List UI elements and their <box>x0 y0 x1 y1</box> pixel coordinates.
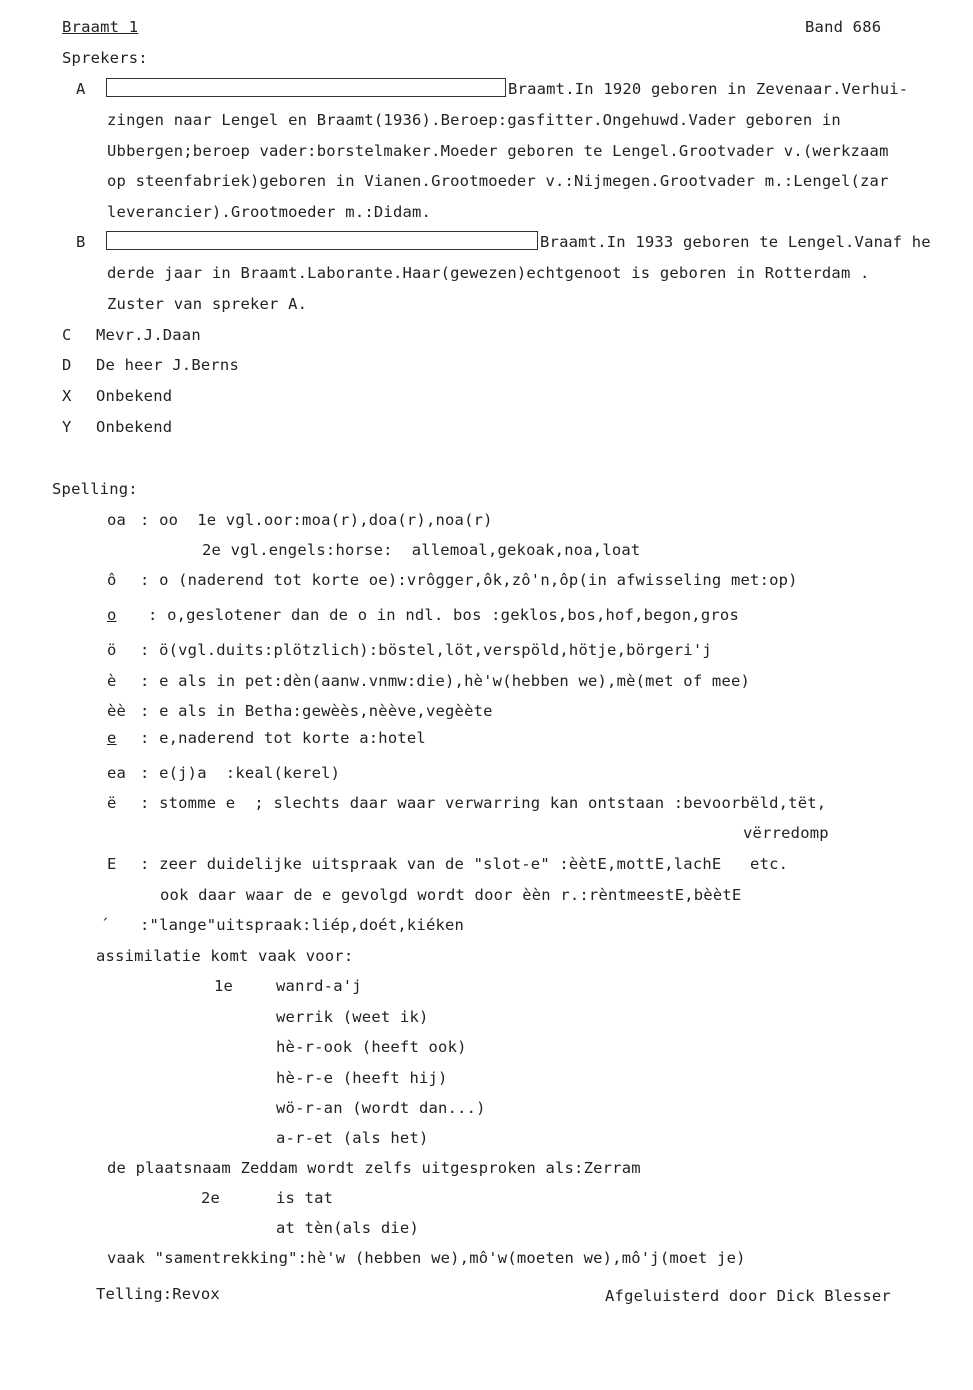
assimilation-item: wö-r-an (wordt dan...) <box>276 1099 486 1117</box>
listened-by-note: Afgeluisterd door Dick Blesser <box>605 1287 891 1305</box>
speaker-a-line5: leverancier).Grootmoeder m.:Didam. <box>107 203 432 221</box>
speaker-a-line1: Braamt.In 1920 geboren in Zevenaar.Verhui- <box>508 80 909 98</box>
speaker-x-letter: X <box>62 387 72 405</box>
contraction-note: vaak "samentrekking":hè'w (hebben we),mô'w(moeten we),mô'j(moet je) <box>107 1249 746 1267</box>
assimilation-item: at tèn(als die) <box>276 1219 419 1237</box>
redacted-name-box <box>106 78 506 97</box>
spelling-rule: : e als in Betha:gewèès,nèève,vegèète <box>140 702 493 720</box>
spelling-rule: : o,geslotener dan de o in ndl. bos :geklos,bos,hof,begon,gros <box>148 606 739 624</box>
document-title: Braamt 1 <box>62 18 139 36</box>
redacted-name-box <box>106 231 538 250</box>
assimilation-item: is tat <box>276 1189 334 1207</box>
telling-note: Telling:Revox <box>96 1285 220 1303</box>
assimilation-item: hè-r-e (heeft hij) <box>276 1069 448 1087</box>
assimilation-item: a-r-et (als het) <box>276 1129 429 1147</box>
speaker-d-name: De heer J.Berns <box>96 356 239 374</box>
speaker-b-line3: Zuster van spreker A. <box>107 295 308 313</box>
spelling-key: è <box>107 672 117 690</box>
spelling-key: E <box>107 855 117 873</box>
speaker-b-letter: B <box>76 233 86 251</box>
spelling-key: e <box>107 729 117 747</box>
assimilation-second-label: 2e <box>201 1189 221 1207</box>
spelling-key: ö <box>107 641 117 659</box>
speaker-b-line2: derde jaar in Braamt.Laborante.Haar(gewezen)echtgenoot is geboren in Rotterdam . <box>107 264 870 282</box>
spelling-rule: : e,naderend tot korte a:hotel <box>140 729 426 747</box>
spelling-key: èè <box>107 702 127 720</box>
spelling-key: ea <box>107 764 127 782</box>
spelling-rule: : ö(vgl.duits:plötzlich):böstel,löt,verspöld,hötje,börgeri'j <box>140 641 712 659</box>
spelling-rule: vërredomp <box>743 824 829 842</box>
speaker-c-letter: C <box>62 326 72 344</box>
speaker-d-letter: D <box>62 356 72 374</box>
spelling-rule: :"lange"uitspraak:liép,doét,kiéken <box>140 916 465 934</box>
assimilation-item: wanrd-a'j <box>276 977 362 995</box>
assimilation-item: werrik (weet ik) <box>276 1008 429 1026</box>
speaker-x-name: Onbekend <box>96 387 173 405</box>
assimilation-first-label: 1e <box>214 977 234 995</box>
spelling-rule: : oo 1e vgl.oor:moa(r),doa(r),noa(r) <box>140 511 493 529</box>
spelling-rule: ook daar waar de e gevolgd wordt door èèn r.:rèntmeestE,bèètE <box>160 886 742 904</box>
speaker-y-name: Onbekend <box>96 418 173 436</box>
spelling-rule: : zeer duidelijke uitspraak van de "slot-e" :èètE,mottE,lachE etc. <box>140 855 789 873</box>
spelling-rule: : stomme e ; slechts daar waar verwarring kan ontstaan :bevoorbëld,tët, <box>140 794 827 812</box>
spelling-heading: Spelling: <box>52 480 138 498</box>
assimilation-item: hè-r-ook (heeft ook) <box>276 1038 467 1056</box>
spelling-key: ô <box>107 571 117 589</box>
speaker-b-line1: Braamt.In 1933 geboren te Lengel.Vanaf he <box>540 233 931 251</box>
speaker-c-name: Mevr.J.Daan <box>96 326 201 344</box>
speaker-a-line2: zingen naar Lengel en Braamt(1936).Beroep:gasfitter.Ongehuwd.Vader geboren in <box>107 111 841 129</box>
spelling-rule: : e als in pet:dèn(aanw.vnmw:die),hè'w(hebben we),mè(met of mee) <box>140 672 751 690</box>
spelling-rule: : o (naderend tot korte oe):vrôgger,ôk,zô'n,ôp(in afwisseling met:op) <box>140 571 798 589</box>
speaker-a-line3: Ubbergen;beroep vader:borstelmaker.Moeder geboren te Lengel.Grootvader v.(werkzaam <box>107 142 889 160</box>
band-number: Band 686 <box>805 18 882 36</box>
zeddam-note: de plaatsnaam Zeddam wordt zelfs uitgesproken als:Zerram <box>107 1159 641 1177</box>
speaker-a-line4: op steenfabriek)geboren in Vianen.Grootmoeder v.:Nijmegen.Grootvader m.:Lengel(zar <box>107 172 889 190</box>
spelling-key: oa <box>107 511 127 529</box>
speakers-heading: Sprekers: <box>62 49 148 67</box>
speaker-y-letter: Y <box>62 418 72 436</box>
spelling-key: o <box>107 606 117 624</box>
spelling-rule: : e(j)a :keal(kerel) <box>140 764 341 782</box>
spelling-rule: 2e vgl.engels:horse: allemoal,gekoak,noa,loat <box>202 541 641 559</box>
speaker-a-letter: A <box>76 80 86 98</box>
assimilation-heading: assimilatie komt vaak voor: <box>96 947 354 965</box>
spelling-key: ë <box>107 794 117 812</box>
spelling-key: ´ <box>100 916 110 934</box>
